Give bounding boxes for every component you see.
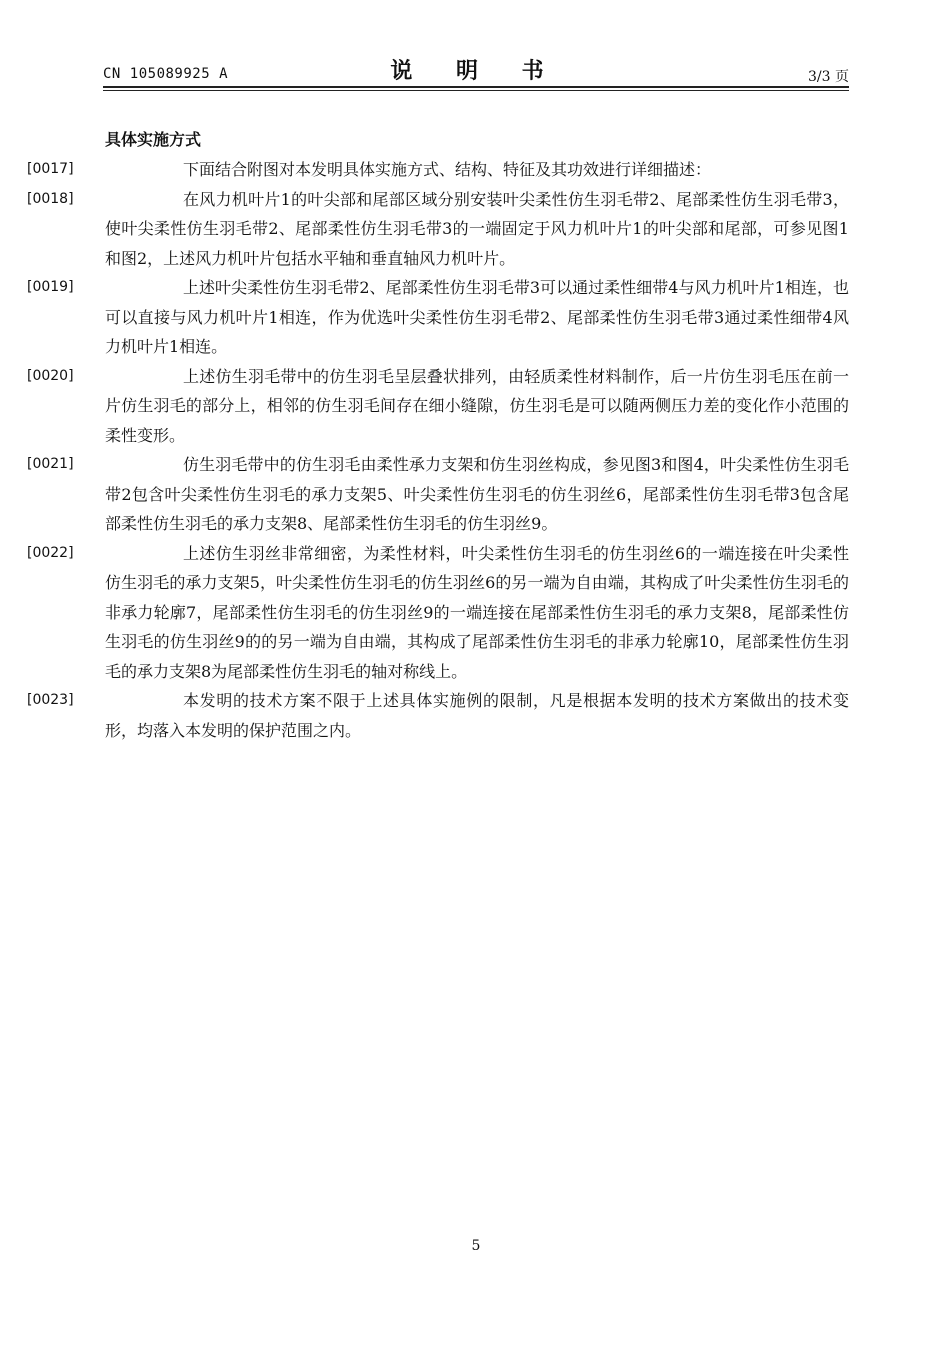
paragraph-text: 上述仿生羽丝非常细密，为柔性材料，叶尖柔性仿生羽毛的仿生羽丝6的一端连接在叶尖柔性仿生羽毛的承力支架5，叶尖柔性仿生羽毛的仿生羽丝6的另一端为自由端，其构成了叶尖柔性仿生羽毛的非承力轮廓7，尾部柔性仿生羽毛的仿生羽丝9的一端连接在尾部柔性仿生羽毛的承力支架8，尾部柔性仿生羽毛的仿生羽丝9的的另一端为自由端，其构成了尾部柔性仿生羽毛的非承力轮廓10，尾部柔性仿生羽毛的承力支架8为尾部柔性仿生羽毛的轴对称线上。	[105, 543, 849, 681]
paragraph-number: [0023]	[27, 692, 74, 708]
paragraph-0020	[27, 362, 849, 451]
paragraph-text: 在风力机叶片1的叶尖部和尾部区域分别安装叶尖柔性仿生羽毛带2、尾部柔性仿生羽毛带3，使叶尖柔性仿生羽毛带2、尾部柔性仿生羽毛带3的一端固定于风力机叶片1的叶尖部和尾部，可参见图1和图2，上述风力机叶片包括水平轴和垂直轴风力机叶片。	[105, 189, 849, 268]
document-title: 说 明 书	[390, 59, 562, 84]
paragraph-number: [0022]	[27, 544, 74, 561]
header-rule-thin	[103, 90, 849, 91]
section-heading: 具体实施方式	[105, 130, 202, 149]
paragraph-number: [0021]	[27, 456, 74, 472]
paragraph-number: [0020]	[27, 367, 74, 384]
patent-number: CN 105089925 A	[103, 66, 229, 82]
paragraph-text: 仿生羽毛带中的仿生羽毛由柔性承力支架和仿生羽丝构成，参见图3和图4，叶尖柔性仿生羽毛带2包含叶尖柔性仿生羽毛的承力支架5、叶尖柔性仿生羽毛的仿生羽丝6，尾部柔性仿生羽毛带3包含尾部柔性仿生羽毛的承力支架8、尾部柔性仿生羽毛的仿生羽丝9。	[105, 455, 849, 533]
paragraph-text: 本发明的技术方案不限于上述具体实施例的限制，凡是根据本发明的技术方案做出的技术变形，均落入本发明的保护范围之内。	[105, 691, 849, 740]
page-number: 5	[471, 1238, 481, 1254]
paragraph-text: 上述仿生羽毛带中的仿生羽毛呈层叠状排列，由轻质柔性材料制作，后一片仿生羽毛压在前一片仿生羽毛的部分上，相邻的仿生羽毛间存在细小缝隙，仿生羽毛是可以随两侧压力差的变化作小范围的柔性变形。	[105, 366, 849, 445]
page-header	[103, 52, 849, 88]
paragraph-0023	[27, 686, 849, 745]
paragraph-0022	[27, 539, 849, 687]
paragraph-0018	[27, 185, 849, 274]
document-body	[27, 126, 849, 745]
paragraph-0021	[27, 450, 849, 539]
paragraph-number: [0019]	[27, 279, 74, 295]
paragraph-text: 上述叶尖柔性仿生羽毛带2、尾部柔性仿生羽毛带3可以通过柔性细带4与风力机叶片1相连，也可以直接与风力机叶片1相连，作为优选叶尖柔性仿生羽毛带2、尾部柔性仿生羽毛带3通过柔性细带4风力机叶片1相连。	[105, 278, 849, 356]
paragraph-number: [0018]	[27, 190, 74, 207]
paragraph-0017	[27, 155, 849, 185]
page-indicator: 3/3 页	[808, 69, 849, 85]
paragraph-0019	[27, 273, 849, 362]
paragraph-text: 下面结合附图对本发明具体实施方式、结构、特征及其功效进行详细描述：	[183, 160, 712, 179]
header-rule-thick	[103, 86, 849, 88]
paragraph-number: [0017]	[27, 161, 74, 177]
